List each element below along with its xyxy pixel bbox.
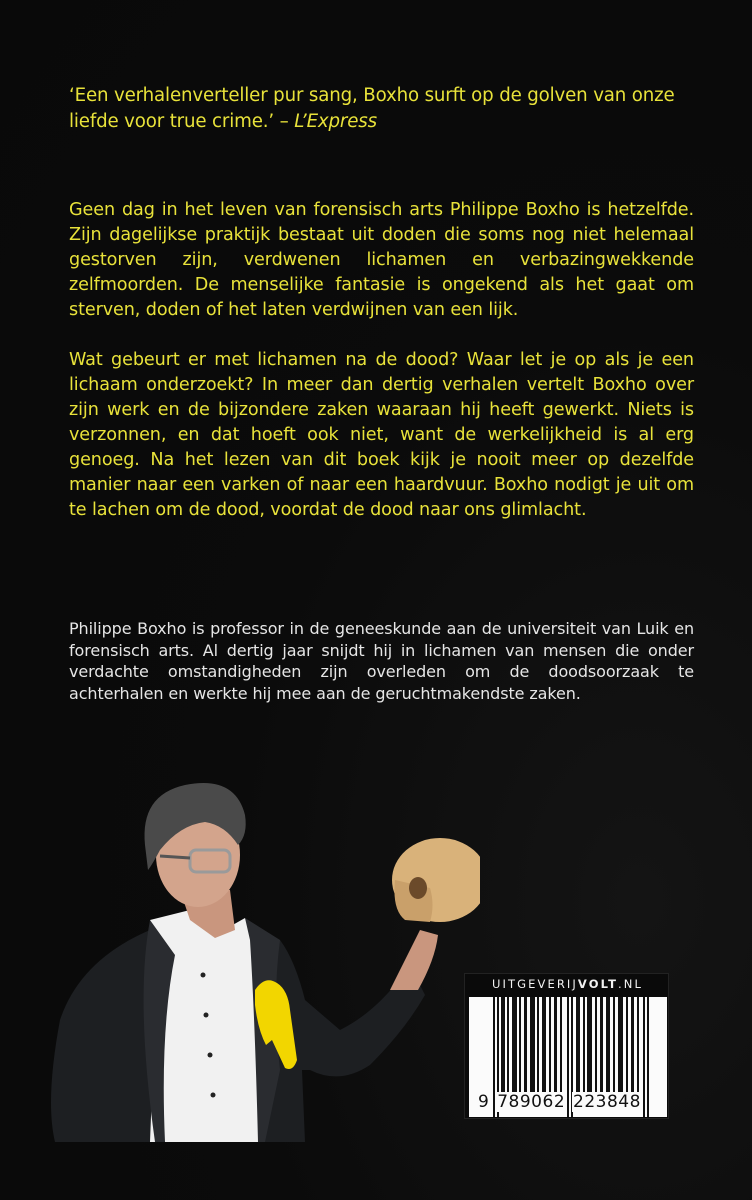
- barcode-area: [469, 997, 667, 1117]
- publisher-url-prefix: UITGEVERIJ: [491, 977, 578, 991]
- isbn-number: [477, 1092, 663, 1112]
- isbn-barcode: [464, 973, 669, 1119]
- publisher-url: [465, 977, 670, 991]
- press-quote: [69, 83, 689, 135]
- quote-text: ‘Een verhalenverteller pur sang, Boxho surft op de golven van onze liefde voor true crime.’ –: [69, 85, 675, 132]
- blurb-paragraph-1: Geen dag in het leven van forensisch arts Philippe Boxho is hetzelfde. Zijn dagelijkse praktijk bestaat uit doden die soms nog niet helemaal gestorven zijn, verdwenen lichamen en verbazingwekkende zelfmoorden. De menselijke fantasie is ongekend als het gaat om sterven, doden of het laten verdwijnen van een lijk.: [69, 200, 694, 320]
- blurb-paragraph-2: Wat gebeurt er met lichamen na de dood? Waar let je op als je een lichaam onderzoekt? In meer dan dertig verhalen vertelt Boxho over zijn werk en de bijzondere zaken waaraan hij heeft gewerkt. Niets is verzonnen, en dat hoeft ook niet, want de werkelijkheid is al erg genoeg. Na het lezen van dit boek kijk je nooit meer op dezelfde manier naar een varken of naar een haardvuur. Boxho nodigt je uit om te lachen om de dood, voordat de dood naar ons glimlacht.: [69, 350, 694, 520]
- author-photo: [40, 770, 480, 1200]
- quote-source: L’Express: [294, 111, 377, 132]
- isbn-group-2: 223848: [573, 1092, 641, 1112]
- blurb: [69, 198, 694, 548]
- isbn-digit-first: 9: [478, 1092, 490, 1112]
- isbn-group-1: 789062: [497, 1092, 566, 1112]
- author-photo-illustration: [40, 770, 480, 1200]
- author-bio: Philippe Boxho is professor in de geneeskunde aan de universiteit van Luik en forensisch arts. Al dertig jaar snijdt hij in lichamen van mensen die onder verdachte omstandigheden zijn overleden om de doodsoorzaak te achterhalen en werkte hij mee aan de geruchtmakendste zaken.: [69, 619, 694, 703]
- publisher-url-suffix: .NL: [618, 977, 644, 991]
- publisher-url-brand: VOLT: [577, 977, 619, 991]
